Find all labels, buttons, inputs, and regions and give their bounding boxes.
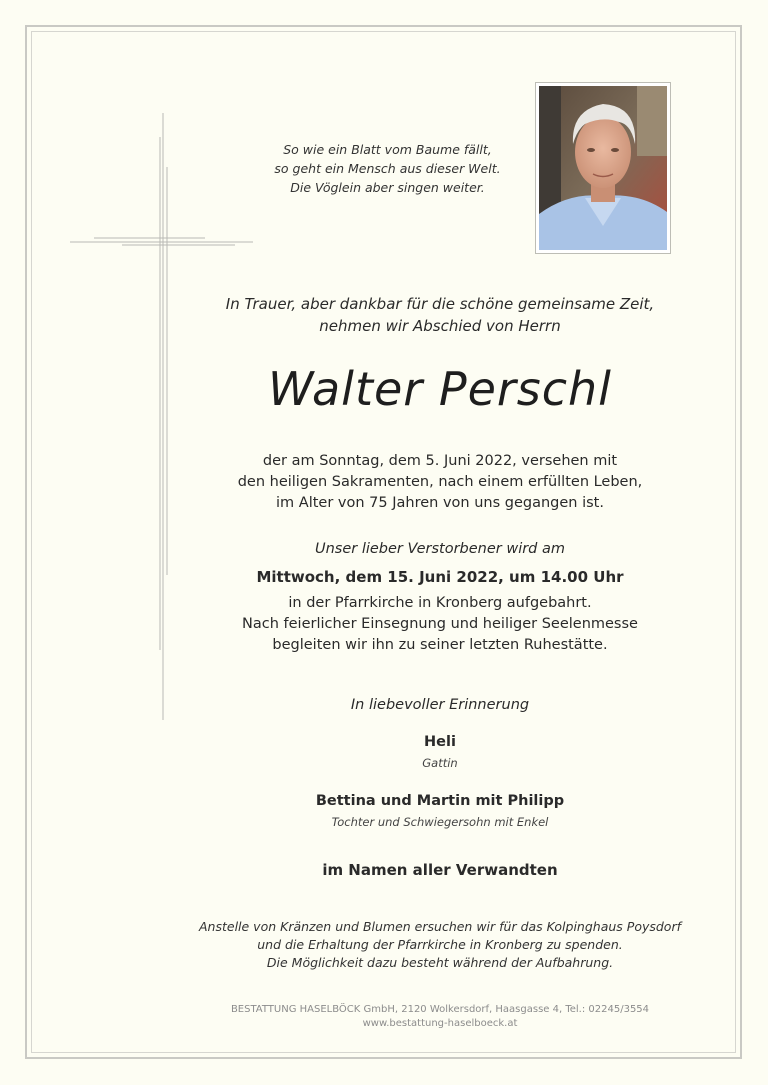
poem-line: so geht ein Mensch aus dieser Welt. [274,161,501,176]
portrait-image [539,86,667,250]
funeral-line: Nach feierlicher Einsegnung und heiliger Seelenmesse [242,616,638,632]
intro-text [200,293,680,337]
deceased-name: Walter Perschl [268,362,612,416]
remembrance: In liebevoller Erinnerung [350,697,530,713]
footer [170,1003,710,1031]
death-line: im Alter von 75 Jahren von uns gegangen ist. [276,495,604,511]
donation-note [170,918,710,972]
poem-line: Die Vöglein aber singen weiter. [290,180,485,195]
intro-line: In Trauer, aber dankbar für die schöne gemeinsame Zeit, [225,295,655,313]
poem-line: So wie ein Blatt vom Baume fällt, [283,142,492,157]
poem [265,140,510,197]
intro-line: nehmen wir Abschied von Herrn [319,317,561,335]
portrait-photo [535,82,671,254]
family-member-name: Heli [424,734,456,750]
footer-website[interactable]: www.bestattung-haselboeck.at [362,1018,518,1029]
relatives-line: im Namen aller Verwandten [322,861,558,879]
note-line: Anstelle von Kränzen und Blumen ersuchen wir für das Kolpinghaus Poysdorf [199,919,681,934]
funeral-intro: Unser lieber Verstorbener wird am [314,541,566,557]
funeral-text [170,593,710,656]
funeral-line: in der Pfarrkirche in Kronberg aufgebahrt. [288,595,592,611]
family-member-role: Tochter und Schwiegersohn mit Enkel [331,815,549,829]
death-line: den heiligen Sakramenten, nach einem erfüllten Leben, [237,474,643,490]
funeral-date: Mittwoch, dem 15. Juni 2022, um 14.00 Uhr [256,568,624,586]
note-line: und die Erhaltung der Pfarrkirche in Kronberg zu spenden. [257,937,623,952]
note-line: Die Möglichkeit dazu besteht während der Aufbahrung. [266,955,614,970]
death-text [170,451,710,514]
funeral-line: begleiten wir ihn zu seiner letzten Ruhestätte. [272,637,608,653]
footer-company: BESTATTUNG HASELBÖCK GmbH, 2120 Wolkersdorf, Haasgasse 4, Tel.: 02245/3554 [230,1004,650,1015]
death-line: der am Sonntag, dem 5. Juni 2022, versehen mit [262,453,618,469]
family-member-role: Gattin [422,756,458,770]
family-member-name: Bettina und Martin mit Philipp [315,793,565,809]
